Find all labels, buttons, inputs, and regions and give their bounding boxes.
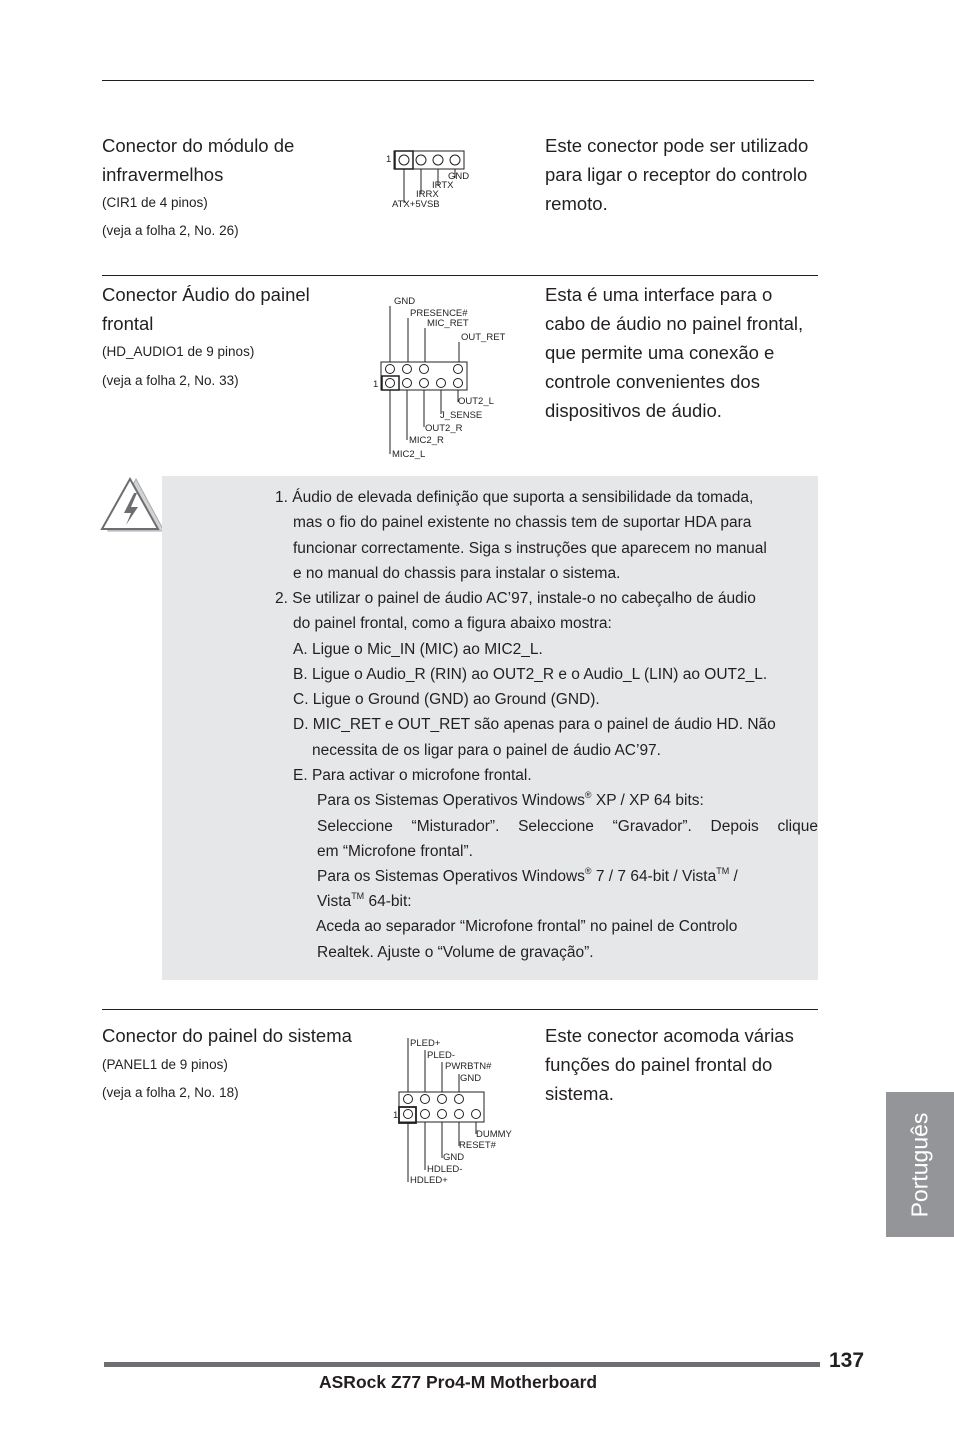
cir-title-1: Conector do módulo de	[102, 135, 295, 156]
note-line-11: necessita de os ligar para o painel de áudio AC’97.	[312, 742, 661, 759]
note-line-15: em “Microfone frontal”.	[317, 843, 473, 860]
audio-label-gnd: GND	[394, 296, 416, 307]
audio-label-presence: PRESENCE#	[410, 308, 468, 319]
panel-header-diagram	[390, 1034, 520, 1186]
note-line-3: funcionar correctamente. Siga s instruções que aparecem no manual	[293, 540, 767, 557]
audio-desc-1: Esta é uma interface para o	[545, 284, 773, 305]
panel-sub-1: (PANEL1 de 9 pinos)	[102, 1057, 228, 1072]
cir-label-atx5vsb: ATX+5VSB	[392, 199, 440, 210]
note-line-13a: Para os Sistemas Operativos Windows	[317, 792, 585, 809]
audio-title-1: Conector Áudio do painel	[102, 284, 310, 305]
panel-label-hdled-minus: HDLED-	[427, 1164, 463, 1175]
registered-mark-2: ®	[584, 865, 592, 876]
panel-label-dummy: DUMMY	[476, 1129, 512, 1140]
note-line-13b: XP / XP 64 bits:	[591, 792, 704, 809]
panel-label-gnd-bottom: GND	[443, 1152, 465, 1163]
audio-label-mic2-r: MIC2_R	[409, 435, 444, 446]
panel-label-pled-plus: PLED+	[410, 1038, 441, 1049]
cir-desc-3: remoto.	[545, 193, 608, 214]
note-line-14: Seleccione “Misturador”. Seleccione “Gravador”. Depois clique	[317, 818, 818, 835]
panel-pin1-label: 1	[393, 1110, 399, 1121]
note-line-1: 1. Áudio de elevada definição que suporta a sensibilidade da tomada,	[275, 489, 754, 506]
note-line-19: Realtek. Ajuste o “Volume de gravação”.	[317, 944, 594, 961]
audio-desc-4: controle convenientes dos	[545, 371, 760, 392]
cir-sub-2: (veja a folha 2, No. 26)	[102, 223, 239, 238]
trademark-2: TM	[351, 890, 365, 901]
cir-label-irtx: IRTX	[432, 180, 454, 191]
note-line-17	[317, 889, 412, 914]
panel-label-hdled-plus: HDLED+	[410, 1175, 448, 1186]
language-side-tab-label: Português	[906, 1112, 933, 1217]
section-rule-1	[102, 275, 818, 276]
cir-label-gnd: GND	[448, 171, 470, 182]
audio-pin1-label: 1	[373, 379, 379, 390]
audio-label-out-ret: OUT_RET	[461, 332, 506, 343]
note-line-10: D. MIC_RET e OUT_RET são apenas para o painel de áudio HD. Não	[293, 716, 776, 733]
footer-title: ASRock Z77 Pro4-M Motherboard	[319, 1372, 598, 1392]
panel-desc-3: sistema.	[545, 1083, 614, 1104]
note-line-17a: Vista	[317, 893, 352, 910]
panel-label-gnd-top: GND	[460, 1073, 482, 1084]
note-line-16b: 7 / 7 64-bit / Vista	[591, 868, 717, 885]
panel-desc-1: Este conector acomoda várias	[545, 1025, 794, 1046]
cir-pin1-label: 1	[386, 154, 392, 165]
hd-audio-header-diagram	[370, 292, 520, 464]
note-line-6: do painel frontal, como a figura abaixo mostra:	[293, 615, 612, 632]
audio-desc-2: cabo de áudio no painel frontal,	[545, 313, 804, 334]
page-number: 137	[829, 1349, 865, 1372]
note-line-4: e no manual do chassis para instalar o sistema.	[293, 565, 621, 582]
audio-label-mic2-l: MIC2_L	[392, 449, 426, 460]
cir-desc-1: Este conector pode ser utilizado	[545, 135, 809, 156]
audio-label-out2-l: OUT2_L	[458, 396, 494, 407]
note-line-5: 2. Se utilizar o painel de áudio AC’97, instale-o no cabeçalho de áudio	[275, 590, 756, 607]
cir-title-2: infravermelhos	[102, 164, 224, 185]
audio-label-mic-ret: MIC_RET	[427, 318, 469, 329]
audio-label-j-sense: J_SENSE	[440, 410, 483, 421]
note-line-12: E. Para activar o microfone frontal.	[293, 767, 532, 784]
panel-desc-2: funções do painel frontal do	[545, 1054, 773, 1075]
note-line-16c: /	[729, 868, 738, 885]
audio-sub-2: (veja a folha 2, No. 33)	[102, 373, 239, 388]
note-line-17b: 64-bit:	[364, 893, 412, 910]
cir-header-diagram	[384, 148, 484, 212]
panel-label-pwrbtn: PWRBTN#	[445, 1061, 492, 1072]
note-line-7: A. Ligue o Mic_IN (MIC) ao MIC2_L.	[293, 641, 543, 658]
panel-label-reset: RESET#	[459, 1140, 496, 1151]
note-line-8: B. Ligue o Audio_R (RIN) ao OUT2_R e o Audio_L (LIN) ao OUT2_L.	[293, 666, 768, 683]
audio-desc-3: que permite uma conexão e	[545, 342, 775, 363]
registered-mark: ®	[584, 789, 592, 800]
note-line-9: C. Ligue o Ground (GND) ao Ground (GND).	[293, 691, 600, 708]
warning-icon	[100, 475, 166, 535]
cir-label-irrx: IRRX	[416, 189, 439, 200]
trademark-1: TM	[716, 865, 730, 876]
note-line-16	[317, 864, 738, 889]
note-line-2: mas o fio do painel existente no chassis tem de suportar HDA para	[293, 514, 752, 531]
audio-desc-5: dispositivos de áudio.	[545, 400, 722, 421]
note-line-13	[317, 788, 704, 813]
language-side-tab	[886, 1092, 954, 1237]
audio-sub-1: (HD_AUDIO1 de 9 pinos)	[102, 344, 255, 359]
panel-sub-2: (veja a folha 2, No. 18)	[102, 1085, 239, 1100]
section-rule-2	[102, 1009, 818, 1010]
cir-desc-2: para ligar o receptor do controlo	[545, 164, 808, 185]
footer-bar	[104, 1362, 820, 1367]
audio-title-2: frontal	[102, 313, 154, 334]
audio-label-out2-r: OUT2_R	[425, 423, 463, 434]
note-line-18: Aceda ao separador “Microfone frontal” no painel de Controlo	[316, 918, 738, 935]
note-line-16a: Para os Sistemas Operativos Windows	[317, 868, 585, 885]
panel-label-pled-minus: PLED-	[427, 1050, 455, 1061]
cir-sub-1: (CIR1 de 4 pinos)	[102, 195, 208, 210]
panel-title-1: Conector do painel do sistema	[102, 1025, 352, 1046]
top-rule	[102, 80, 814, 81]
